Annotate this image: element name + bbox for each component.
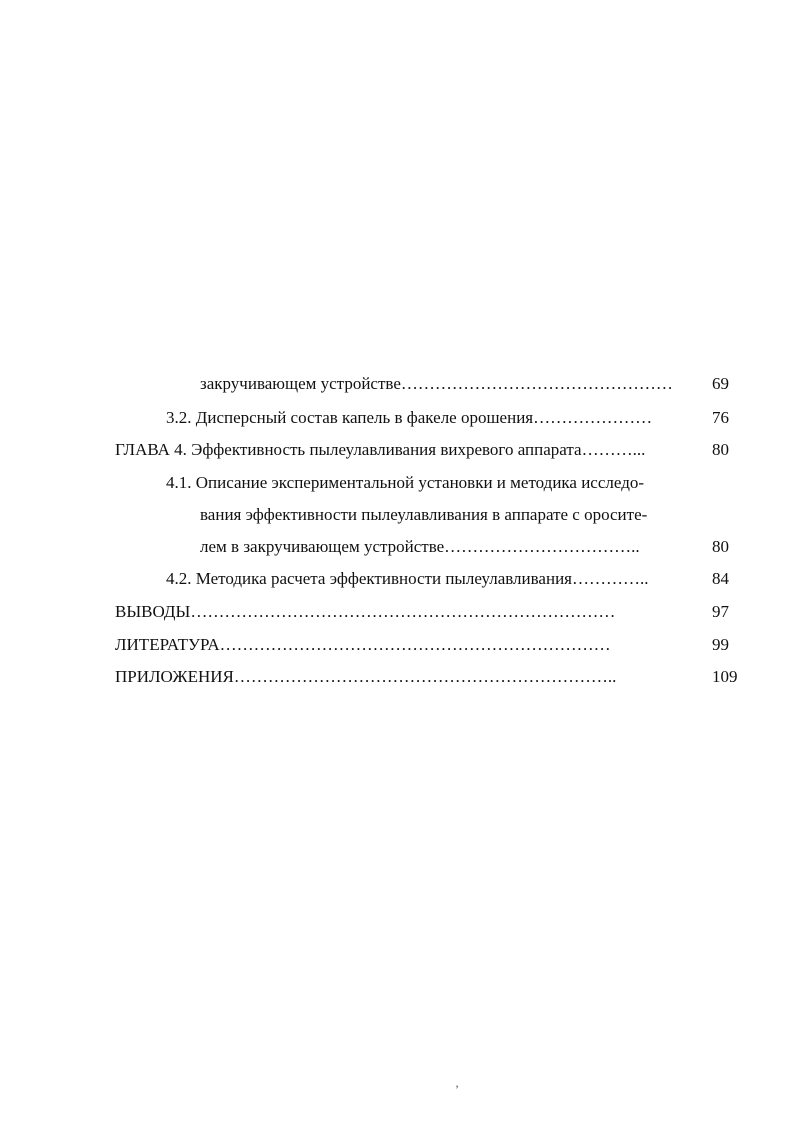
toc-entry xyxy=(0,369,793,399)
scan-speck: ’ xyxy=(455,1082,459,1096)
toc-entry-page: 109 xyxy=(712,667,738,686)
toc-entry xyxy=(0,468,793,498)
toc-entry xyxy=(0,630,793,660)
toc-entry xyxy=(0,435,793,465)
toc-entry-text: закручивающем устройстве………………………………………… xyxy=(200,374,673,393)
toc-entry-page: 80 xyxy=(712,537,729,556)
toc-entry-text: 3.2. Дисперсный состав капель в факеле орошения………………… xyxy=(166,408,653,427)
toc-entry-text: 4.1. Описание экспериментальной установки и методика исследо- xyxy=(166,473,645,492)
toc-entry xyxy=(0,564,793,594)
toc-entry-text: вания эффективности пылеулавливания в аппарате с оросите- xyxy=(200,505,648,524)
toc-entry-text: ГЛАВА 4. Эффективность пылеулавливания вихревого аппарата………... xyxy=(115,440,646,459)
toc-entry xyxy=(0,597,793,627)
toc-entry-page: 97 xyxy=(712,602,729,621)
toc-entry-page: 76 xyxy=(712,408,729,427)
toc-entry-page: 99 xyxy=(712,635,729,654)
toc-entry-page: 80 xyxy=(712,440,729,459)
toc-entry-page: 69 xyxy=(712,374,729,393)
toc-entry-text: ПРИЛОЖЕНИЯ………………………………………………………….. xyxy=(115,667,617,686)
toc-entry xyxy=(0,403,793,433)
toc-entry-page: 84 xyxy=(712,569,729,588)
toc-entry xyxy=(0,500,793,530)
toc-entry-text: ЛИТЕРАТУРА…………………………………………………………… xyxy=(115,635,611,654)
toc-entry-text: ВЫВОДЫ………………………………………………………………… xyxy=(115,602,616,621)
toc-entry-text: лем в закручивающем устройстве…………………………….. xyxy=(200,537,640,556)
toc-entry xyxy=(0,662,793,692)
toc-entry-text: 4.2. Методика расчета эффективности пылеулавливания………….. xyxy=(166,569,649,588)
toc-entry xyxy=(0,532,793,562)
